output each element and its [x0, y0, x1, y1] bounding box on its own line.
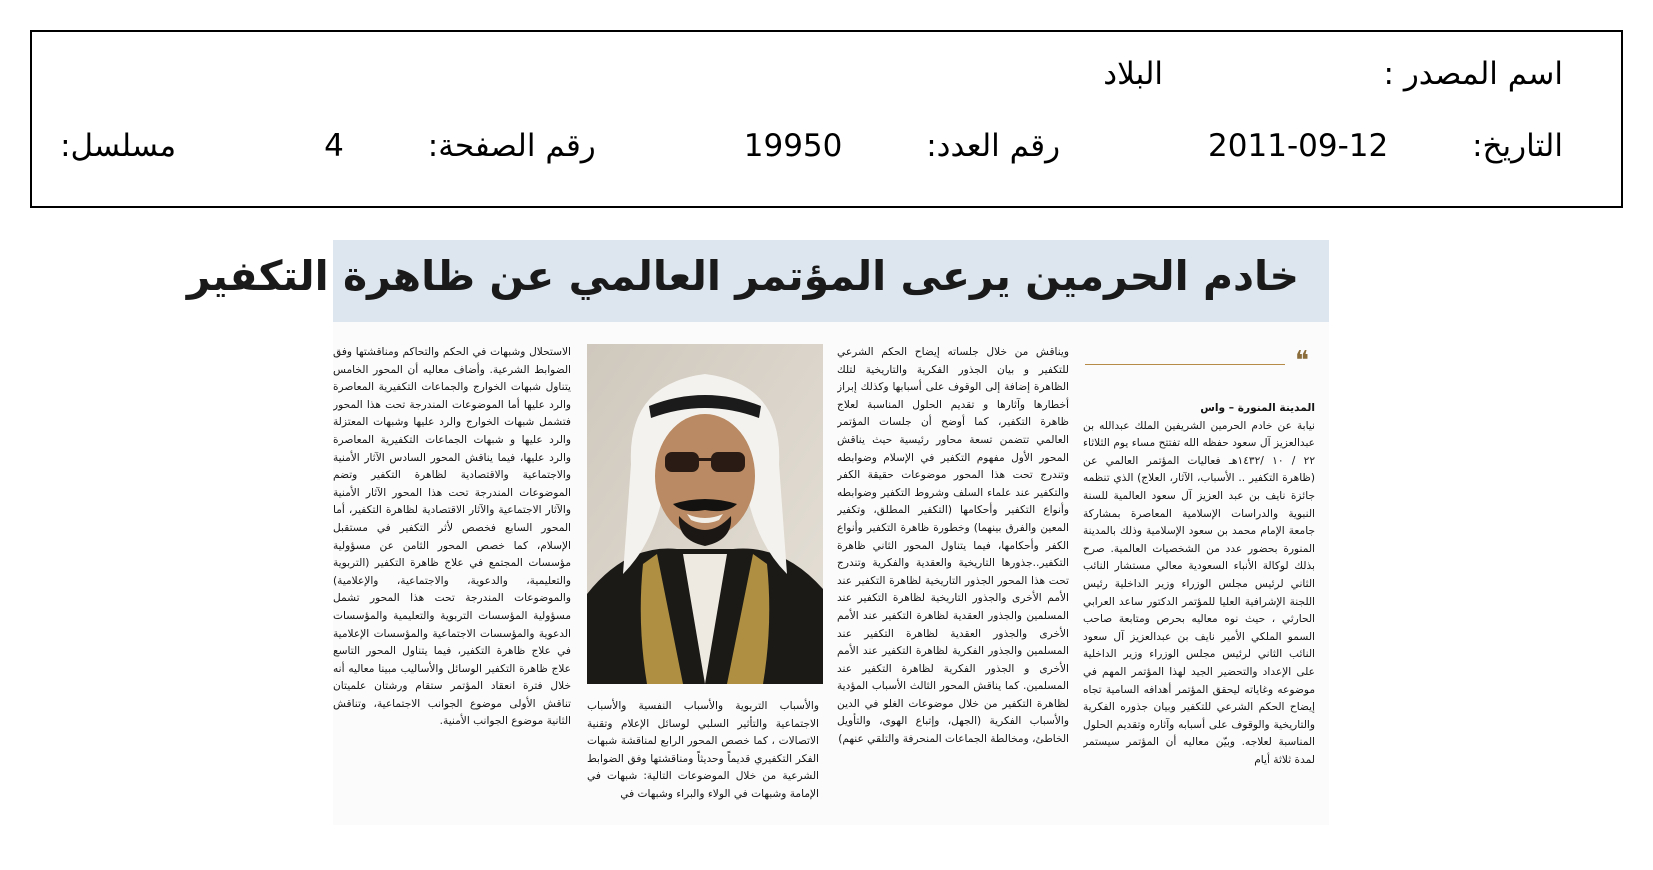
date-label: التاريخ:: [1472, 128, 1563, 164]
page-label: رقم الصفحة:: [427, 128, 596, 164]
article-headline: خادم الحرمين يرعى المؤتمر العالمي عن ظاهرة التكفير: [186, 252, 1299, 300]
article-column-4: [333, 344, 571, 814]
article-column-2: [837, 344, 1069, 814]
page-field: [250, 128, 596, 164]
date-field: [1134, 128, 1563, 164]
newspaper-clipping: [186, 240, 1329, 825]
issue-value: 19950: [743, 128, 843, 164]
issue-label: رقم العدد:: [926, 128, 1061, 164]
serial-field: [0, 128, 176, 164]
meta-row: [60, 128, 1563, 170]
article-text-col2: ويناقش من خلال جلساته إيضاح الحكم الشرعي للتكفير و بيان الجذور الفكرية والتاريخية لتلك الظاهرة إضافة إلى الوقوف على أسبابها وكذلك إبراز أخطارها وآثارها و تقديم الحلول المناسبة لعلاج ظاهرة التكفير، كما أوضح أن جلسات المؤتمر العالمي تتضمن تسعة محاور رئيسية حيث يناقش المحور الأول مفهوم التكفير في الإسلام وضوابطه وتندرج تحت هذا المحور موضوعات حقيقة الكفر والتكفير عند علماء السلف وشروط التكفير وضوابطه وأنواع التكفير وأحكامها (التكفير المطلق، وتكفير المعين والفرق بينهما) وخطورة ظاهرة التكفير وأنواع الكفر وأحكامها، فيما يتناول المحور الثاني ظاهرة التكفير..جذورها التاريخية والعقدية والفكرية وتندرج تحت هذا المحور الجذور التاريخية لظاهرة التكفير عند الأمم الأخرى والجذور التاريخية لظاهرة التكفير عند المسلمين والجذور العقدية لظاهرة التكفير عند الأمم الأخرى والجذور العقدية لظاهرة التكفير عند المسلمين والجذور الفكرية لظاهرة التكفير عند الأمم الأخرى و الجذور الفكرية لظاهرة التكفير عند المسلمين. كما يناقش المحور الثالث الأسباب المؤدية لظاهرة التكفير من خلال موضوعات الغلو في الدين والأسباب الفكرية (الجهل، وإتباع الهوى، والتأويل الخاطئ، ومخالطة الجماعات المنحرفة والتلقي عنهم): [837, 346, 1069, 746]
quote-decoration: [1077, 346, 1309, 376]
portrait-image: [587, 344, 823, 684]
article-text-col1: نيابة عن خادم الحرمين الشريفين الملك عبدالله بن عبدالعزيز آل سعود حفظه الله تفتتح مساء يوم الثلاثاء ٢٢ / ١٠ /١٤٣٢هـ فعاليات المؤتمر العالمي عن (ظاهرة التكفير .. الأسباب، الآثار، العلاج) الذي تنظمه جائزة نايف بن عبد العزيز آل سعود العالمية للسنة النبوية والدراسات الإسلامية المعاصرة بمشاركة جامعة الإمام محمد بن سعود الإسلامية وذلك بالمدينة المنورة بحضور عدد من الشخصيات العالمية. صرح بذلك لوكالة الأنباء السعودية معالي مستشار النائب الثاني لرئيس مجلس الوزراء وزير الداخلية رئيس اللجنة الإشرافية العليا للمؤتمر الدكتور ساعد العرابي الحارثي ، حيث نوه معاليه بحرص ومتابعة صاحب السمو الملكي الأمير نايف بن عبدالعزيز آل سعود النائب الثاني لرئيس مجلس الوزراء وزير الداخلية على الإعداد والتحضير الجيد لهذا المؤتمر المهم في موضوعه وغاياته ليحقق المؤتمر أهدافه السامية تجاه إيضاح الحكم الشرعي للتكفير وبيان جذوره الفكرية والتاريخية والوقوف على أسبابه وآثاره وتقديم الحلول المناسبة لعلاجه. وبيّن معاليه أن المؤتمر سيستمر لمدة ثلاثة أيام: [1083, 419, 1315, 766]
page-value: 4: [324, 128, 344, 164]
headline-band: [186, 240, 1329, 322]
issue-field: [670, 128, 1060, 164]
date-value: 2011-09-12: [1208, 128, 1389, 164]
source-value: البلاد: [1103, 56, 1163, 92]
article-text-col4: الاستحلال وشبهات في الحكم والتحاكم ومناقشتها وفق الضوابط الشرعية. وأضاف معاليه أن المحور الخامس يتناول شبهات الخوارج والجماعات التكفيرية المعاصرة والرد عليها أما الموضوعات المندرجة تحت هذا المحور فتشمل شبهات الخوارج والرد عليها وشبهات المعتزلة والرد عليها و شبهات الجماعات التكفيرية المعاصرة والرد عليها، فيما يناقش المحور السادس الآثار الأمنية والاجتماعية والاقتصادية لظاهرة التكفير وتضم الموضوعات المندرجة تحت هذا المحور الآثار الأمنية والآثار الاجتماعية والآثار الاقتصادية لظاهرة التكفير، أما المحور السابع فخصص لأثر التكفير في مستقبل الإسلام، كما خصص المحور الثامن عن مسؤولية مؤسسات المجتمع في علاج ظاهرة التكفير (التربوية والتعليمية، والدعوية، والاجتماعية، والإعلامية) والموضوعات المندرجة تحت هذا المحور تشمل مسؤولية المؤسسات التربوية والتعليمية والمؤسسات الدعوية والمؤسسات الاجتماعية والمؤسسات الإعلامية في علاج ظاهرة التكفير، فيما يتناول المحور التاسع علاج ظاهرة التكفير الوسائل والأساليب مبينا معاليه أنه خلال فترة انعقاد المؤتمر ستقام ورشتان علميتان تناقش الأولى موضوع الجوانب الاجتماعية، وتناقش الثانية موضوع الجوانب الأمنية.: [333, 346, 571, 728]
article-column-3: [587, 698, 819, 828]
serial-label: مسلسل:: [60, 128, 177, 164]
article-column-1: [1083, 400, 1315, 870]
article-dateline: المدينة المنورة – واس: [1200, 402, 1315, 414]
clipping-info-box: [30, 30, 1623, 208]
article-text-col3: والأسباب التربوية والأسباب النفسية والأسباب الاجتماعية والتأثير السلبي لوسائل الإعلام وتقنية الاتصالات ، كما خصص المحور الرابع لمناقشة شبهات الفكر التكفيري قديماً وحديثاً ومناقشتها وفق الضوابط الشرعية من خلال الموضوعات التالية: شبهات في الإمامة وشبهات في الولاء والبراء وشبهات في: [587, 700, 819, 800]
source-label: اسم المصدر :: [1383, 56, 1563, 92]
quote-mark-icon: ❝: [1295, 346, 1309, 376]
source-row: [1043, 56, 1563, 96]
divider: [1085, 364, 1285, 365]
king-portrait-photo: [587, 344, 823, 684]
